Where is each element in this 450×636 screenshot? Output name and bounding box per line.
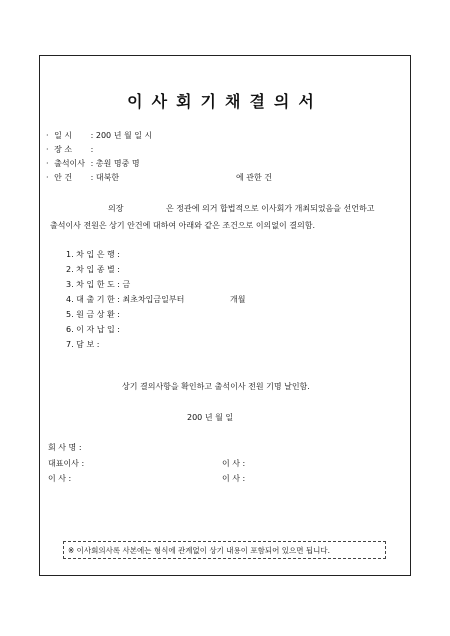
attendees-label: 출석이사 (54, 159, 86, 168)
body-line-2: 출석이사 전원은 상기 안건에 대하여 아래와 같은 조건으로 이의없이 결의함. (50, 221, 315, 230)
item-lender-bank: 1. 차 입 은 행 : (66, 250, 120, 259)
attendees-value: : 총원 명중 명 (90, 159, 140, 168)
document-title: 이사회기채결의서 (127, 92, 323, 111)
bullet: · (46, 131, 49, 140)
document-page (39, 55, 411, 576)
item-loan-term: 4. 대 출 기 한 : 최초차입금일부터 (66, 295, 185, 304)
ceo-label: 대표이사 : (48, 459, 85, 468)
director-label-left: 이 사 : (48, 474, 72, 483)
place-value: : (90, 145, 94, 154)
item-principal-repayment: 5. 원 금 상 환 : (66, 310, 120, 319)
header-row-date (46, 131, 152, 141)
director-label-right-2: 이 사 : (222, 474, 246, 483)
notice-text: ※ 이사회의사록 사본에는 형식에 관계없이 상기 내용이 포함되어 있으면 됩니다. (68, 546, 330, 555)
header-row-agenda (46, 173, 119, 183)
date-value: : 200 년 월 일 시 (90, 131, 153, 140)
item-collateral: 7. 담 보 : (66, 340, 100, 349)
agenda-label: 안 건 (54, 173, 73, 182)
item-interest-payment: 6. 이 자 납 입 : (66, 325, 120, 334)
item-loan-term-suffix: 개월 (230, 295, 246, 304)
header-row-place (46, 145, 93, 155)
place-label: 장 소 (54, 145, 73, 154)
company-name-label: 회 사 명 : (48, 443, 82, 452)
item-loan-type: 2. 차 입 종 별 : (66, 265, 120, 274)
date-label: 일 시 (54, 131, 73, 140)
bullet: · (46, 173, 49, 182)
confirm-text: 상기 결의사항을 확인하고 출석이사 전원 기명 날인함. (122, 382, 310, 391)
date-line: 200 년 월 일 (187, 413, 234, 422)
body-line-1: 은 정관에 의거 합법적으로 이사회가 개최되었음을 선언하고 (166, 204, 375, 213)
bullet: · (46, 159, 49, 168)
header-row-attendees (46, 159, 140, 169)
agenda-value: : 대북한 (90, 173, 120, 182)
notice-box (63, 541, 386, 559)
item-loan-limit: 3. 차 입 한 도 : 금 (66, 280, 131, 289)
body-chair-label: 의장 (108, 204, 124, 213)
agenda-suffix: 에 관한 건 (236, 173, 272, 182)
bullet: · (46, 145, 49, 154)
director-label-right-1: 이 사 : (222, 459, 246, 468)
